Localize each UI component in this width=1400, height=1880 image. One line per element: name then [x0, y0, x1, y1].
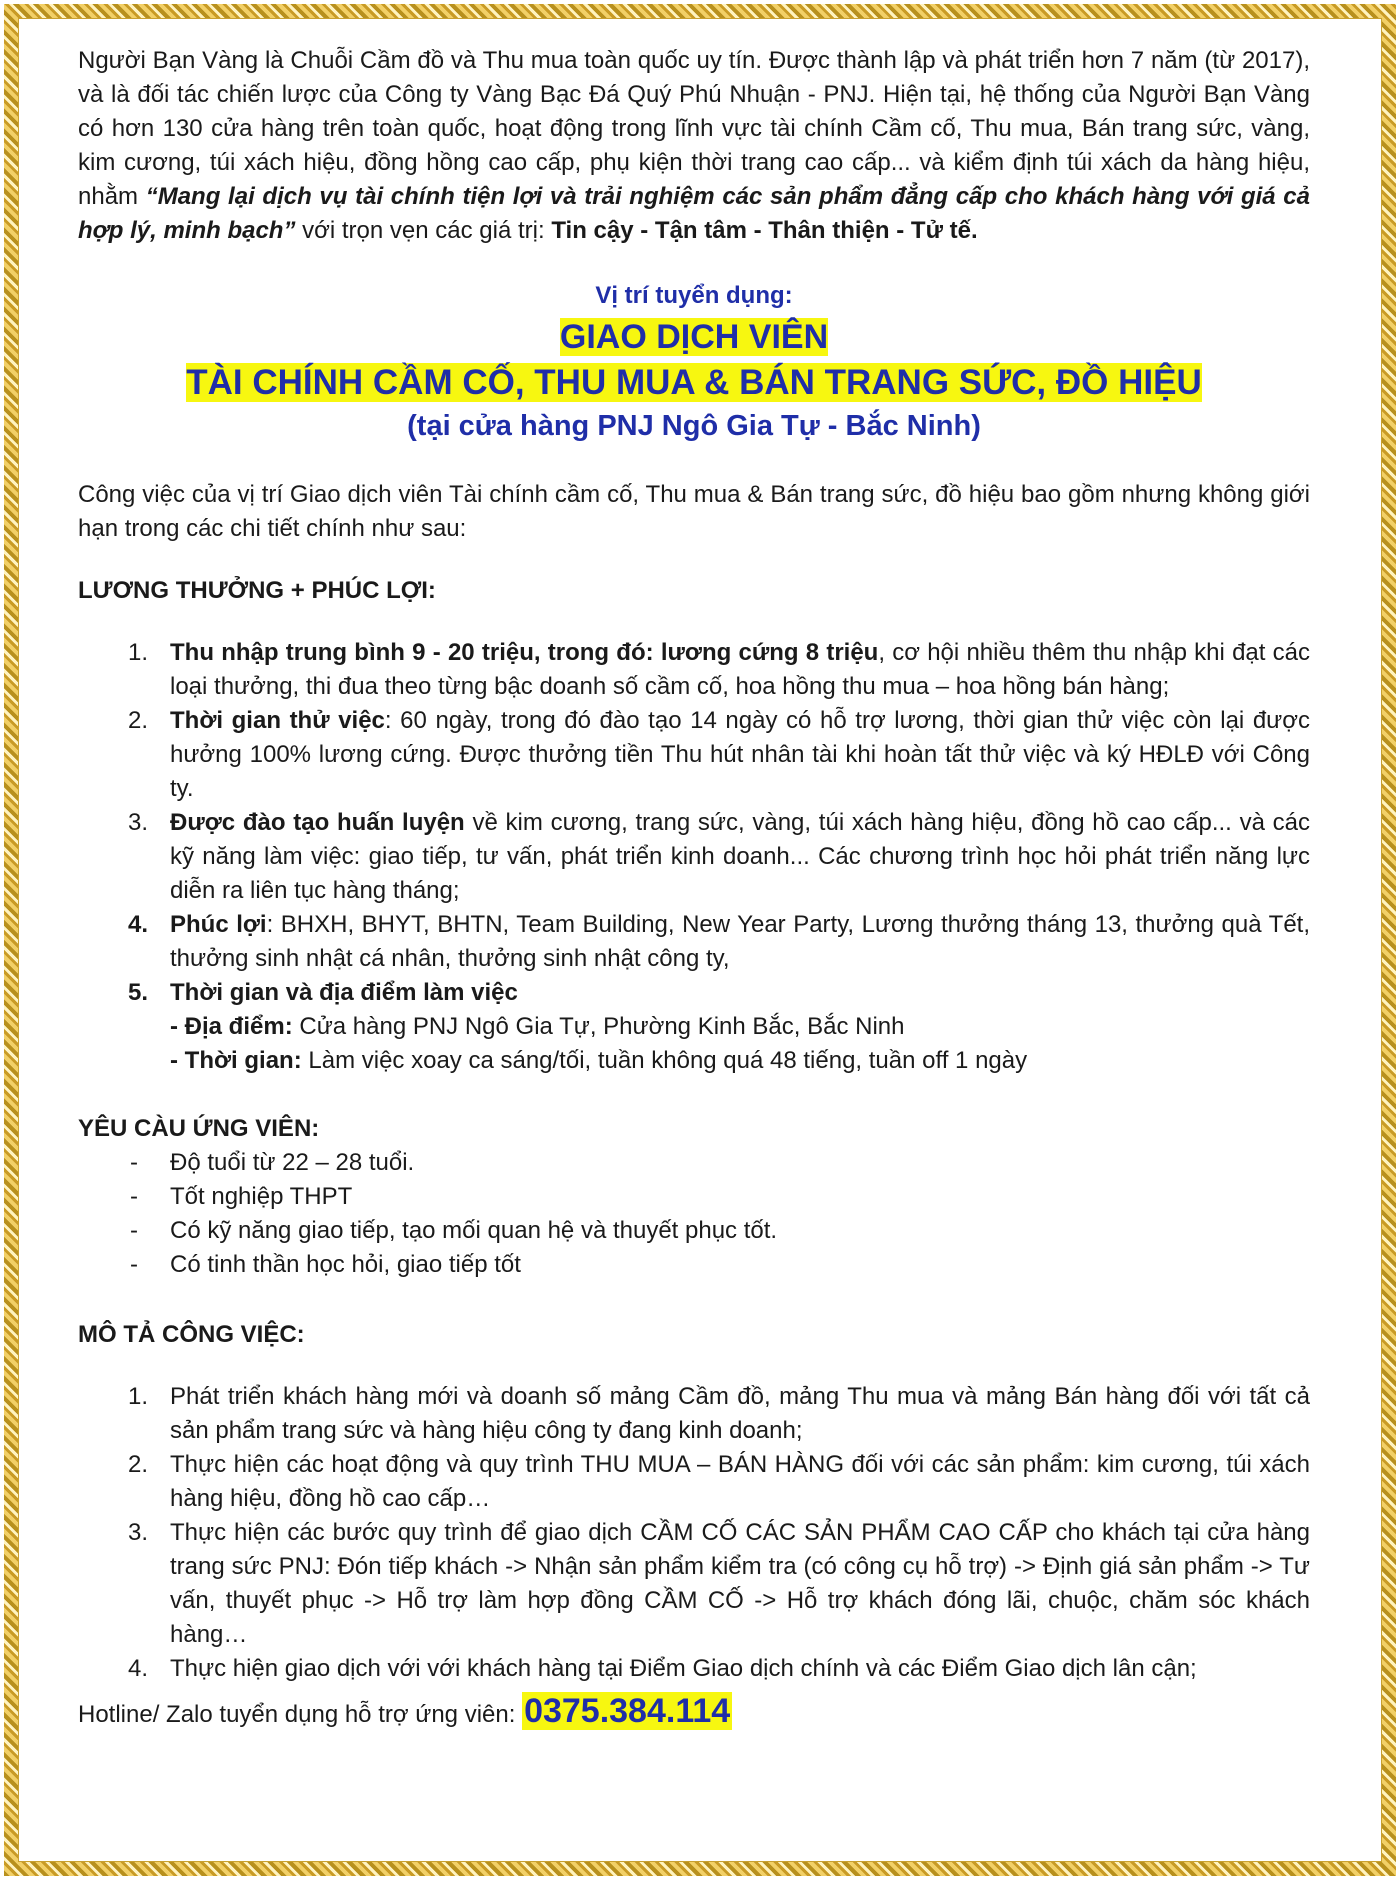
workplace-label: - Địa điểm: [170, 1013, 293, 1040]
position-subtitle-line [78, 360, 1310, 406]
list-item [78, 976, 1310, 1078]
duty-text: Thực hiện các bước quy trình để giao dịch CẦM CỐ CÁC SẢN PHẨM CAO CẤP cho khách tại cửa hàng trang sức PNJ: Đón tiếp khách -> Nhận sản phẩm kiểm tra (có công cụ hỗ trợ) -> Định giá sản phẩm -> Tư vấn, thuyết phục -> Hỗ trợ làm hợp đồng CẦM CỐ -> Hỗ trợ khách đóng lãi, chuộc, chăm sóc khách hàng… [170, 1519, 1310, 1648]
position-label: Vị trí tuyển dụng: [595, 282, 793, 309]
item-number: 4. [127, 1655, 148, 1682]
job-duties-list [78, 1380, 1310, 1686]
item-bold-text: Phúc lợi [170, 911, 267, 938]
item-number: 5. [127, 979, 148, 1006]
workplace-value: Cửa hàng PNJ Ngô Gia Tự, Phường Kinh Bắc, Bắc Ninh [292, 1013, 905, 1040]
list-item [78, 908, 1310, 976]
job-description-intro: Công việc của vị trí Giao dịch viên Tài chính cầm cố, Thu mua & Bán trang sức, đồ hiệu bao gồm nhưng không giới hạn trong các chi tiết chính như sau: [78, 481, 1310, 542]
item-bold-text: Thời gian thử việc [170, 707, 385, 734]
list-item [78, 1380, 1310, 1448]
job-posting-document [78, 44, 1310, 1732]
requirement-text: Có kỹ năng giao tiếp, tạo mối quan hệ và thuyết phục tốt. [170, 1217, 778, 1244]
core-values: Tin cậy - Tận tâm - Thân thiện - Tử tế. [551, 217, 978, 244]
item-bold-text: Thời gian và địa điểm làm việc [170, 979, 518, 1006]
list-item: - Độ tuổi từ 22 – 28 tuổi. [78, 1146, 1310, 1180]
benefits-list [78, 636, 1310, 1078]
requirements-list [78, 1146, 1310, 1282]
requirement-text: Có tinh thần học hỏi, giao tiếp tốt [170, 1251, 521, 1278]
item-bold-text: Được đào tạo huấn luyện [170, 809, 465, 836]
intro-paragraph [78, 44, 1310, 248]
item-text: về kim cương, trang sức, vàng, túi xách hàng hiệu, đồng hồ cao cấp... và các kỹ năng làm việc: giao tiếp, tư vấn, phát triển kinh doanh... Các chương trình học hỏi phát triển năng lực diễn ra liên tục hàng tháng; [170, 809, 1310, 904]
list-item: - Tốt nghiệp THPT [78, 1180, 1310, 1214]
list-item [78, 1448, 1310, 1516]
list-item [78, 636, 1310, 704]
position-subtitle: TÀI CHÍNH CẦM CỐ, THU MUA & BÁN TRANG SỨC, ĐỒ HIỆU [186, 363, 1202, 402]
position-title-line [78, 314, 1310, 360]
worktime-value: Làm việc xoay ca sáng/tối, tuần không quá 48 tiếng, tuần off 1 ngày [301, 1047, 1028, 1074]
item-text: , cơ hội nhiều thêm thu nhập khi đạt các loại thưởng, thi đua theo từng bậc doanh số cầm cố, hoa hồng thu mua – hoa hồng bán hàng; [170, 639, 1311, 700]
intro-text: Người Bạn Vàng là Chuỗi Cầm đồ và Thu mua toàn quốc uy tín. Được thành lập và phát triển hơn 7 năm (từ 2017), và là đối tác chiến lược của Công ty Vàng Bạc Đá Quý Phú Nhuận - PNJ. Hiện tại, hệ thống của Người Bạn Vàng có hơn 130 cửa hàng trên toàn quốc, hoạt động trong lĩnh vực tài chính Cầm cố, Thu mua, Bán trang sức, vàng, kim cương, túi xách hiệu, đồng hồng cao cấp, phụ kiện thời trang cao cấp... và kiểm định túi xách da hàng hiệu, nhằm [78, 47, 1310, 210]
list-item [78, 806, 1310, 908]
position-title: GIAO DỊCH VIÊN [559, 318, 829, 356]
list-item [78, 1652, 1310, 1686]
item-number: 1. [127, 1383, 148, 1410]
list-item [78, 1516, 1310, 1652]
item-text: : 60 ngày, trong đó đào tạo 14 ngày có hỗ trợ lương, thời gian thử việc còn lại được hưởng 100% lương cứng. Được thưởng tiền Thu hút nhân tài khi hoàn tất thử việc và ký HĐLĐ với Công ty. [170, 707, 1310, 802]
hotline-phone-number[interactable]: 0375.384.114 [524, 1692, 731, 1730]
benefits-heading: LƯƠNG THƯỞNG + PHÚC LỢI: [78, 577, 436, 604]
item-number: 3. [127, 1519, 148, 1546]
duty-text: Phát triển khách hàng mới và doanh số mảng Cầm đồ, mảng Thu mua và mảng Bán hàng đối với tất cả sản phẩm trang sức và hàng hiệu công ty đang kinh doanh; [170, 1383, 1310, 1444]
list-item: - Có kỹ năng giao tiếp, tạo mối quan hệ và thuyết phục tốt. [78, 1214, 1310, 1248]
item-number: 2. [127, 1451, 148, 1478]
list-item: - Có tinh thần học hỏi, giao tiếp tốt [78, 1248, 1310, 1282]
intro-text-2: với trọn vẹn các giá trị: [295, 217, 552, 244]
duty-text: Thực hiện giao dịch với với khách hàng tại Điểm Giao dịch chính và các Điểm Giao dịch lân cận; [170, 1655, 1197, 1682]
item-number: 2. [127, 707, 148, 734]
requirements-heading: YÊU CÀU ỨNG VIÊN: [78, 1115, 320, 1142]
hotline-label: Hotline/ Zalo tuyển dụng hỗ trợ ứng viên: [78, 1701, 523, 1728]
requirement-text: Tốt nghiệp THPT [170, 1183, 353, 1210]
item-number: 1. [127, 639, 148, 666]
item-number: 3. [127, 809, 148, 836]
job-description-heading: MÔ TẢ CÔNG VIỆC: [78, 1321, 305, 1348]
requirement-text: Độ tuổi từ 22 – 28 tuổi. [170, 1149, 415, 1176]
list-item [78, 704, 1310, 806]
worktime-label: - Thời gian: [170, 1047, 302, 1074]
hotline-line [78, 1694, 1310, 1732]
intro-quote: “Mang lại dịch vụ tài chính tiện lợi và trải nghiệm các sản phẩm đẳng cấp cho khách hàng với giá cả hợp lý, minh bạch” [78, 183, 1311, 244]
duty-text: Thực hiện các hoạt động và quy trình THU MUA – BÁN HÀNG đối với các sản phẩm: kim cương, túi xách hàng hiệu, đồng hồ cao cấp… [170, 1451, 1310, 1512]
position-location: (tại cửa hàng PNJ Ngô Gia Tự - Bắc Ninh) [407, 410, 981, 442]
item-text: : BHXH, BHYT, BHTN, Team Building, New Year Party, Lương thưởng tháng 13, thưởng quà Tết, thưởng sinh nhật cá nhân, thưởng sinh nhật công ty, [170, 911, 1311, 972]
item-number: 4. [127, 911, 148, 938]
item-bold-text: Thu nhập trung bình 9 - 20 triệu, trong đó: lương cứng 8 triệu [170, 639, 879, 666]
